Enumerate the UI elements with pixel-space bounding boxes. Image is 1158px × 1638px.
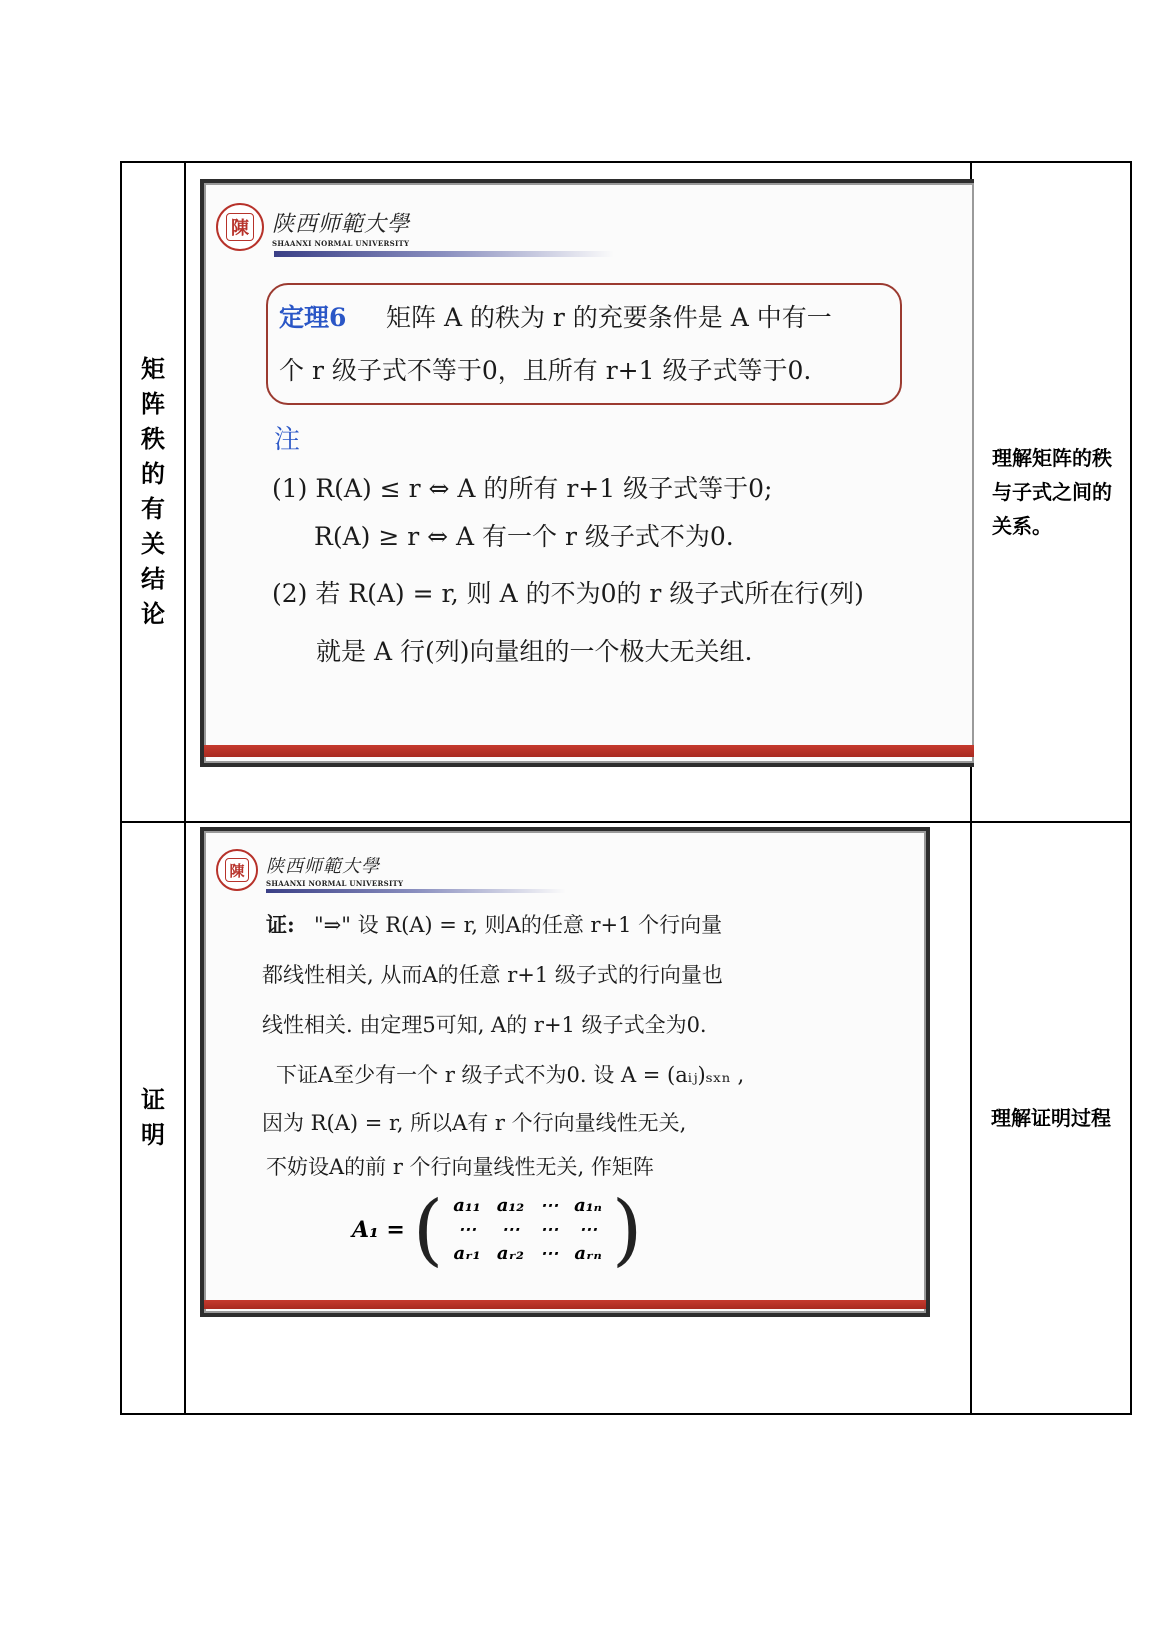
- topic-cell: [121, 822, 185, 1414]
- slide-cell: [185, 822, 971, 1414]
- slide-cell: [185, 162, 971, 822]
- matrix-entry: ⋯: [579, 1219, 598, 1240]
- logo-underline: [274, 251, 614, 257]
- logo-underline: [266, 889, 566, 893]
- topic-char: 明: [141, 1121, 165, 1149]
- topic-cell: [121, 162, 185, 822]
- topic-char: 证: [141, 1086, 165, 1114]
- goal-text: 理解矩阵的秩与子式之间的关系。: [992, 446, 1112, 538]
- logo-english-name: SHAANXI NORMAL UNIVERSITY: [266, 879, 404, 888]
- topic-char: 有: [141, 495, 165, 523]
- matrix-entry: a₁₂: [496, 1195, 525, 1216]
- proof-line-6: 不妨设A的前 r 个行向量线性无关, 作矩阵: [266, 1155, 654, 1179]
- left-paren: (: [412, 1185, 444, 1275]
- note-2-line-b: 就是 A 行(列)向量组的一个极大无关组.: [316, 637, 753, 666]
- slide-proof: [200, 827, 930, 1317]
- theorem-line-2: 个 r 级子式不等于0，且所有 r+1 级子式等于0.: [279, 356, 812, 385]
- matrix-a1: [352, 1185, 643, 1275]
- university-seal-icon: 陳: [216, 203, 264, 251]
- theorem-line-1: 矩阵 A 的秩为 r 的充要条件是 A 中有一: [386, 303, 832, 332]
- proof-line-2: 都线性相关, 从而A的任意 r+1 级子式的行向量也: [262, 963, 723, 987]
- matrix-entry: aᵣₙ: [574, 1243, 602, 1264]
- matrix-entry: ⋯: [540, 1195, 559, 1216]
- table-row: [121, 822, 1131, 1414]
- topic-char: 的: [141, 460, 165, 488]
- university-logo: [216, 849, 403, 891]
- matrix-entry: ⋯: [501, 1219, 520, 1240]
- topic-text: [122, 1083, 184, 1153]
- university-logo: [216, 203, 410, 251]
- slide-footer-bar: [204, 745, 974, 757]
- logo-chinese-name: 陕西师範大學: [272, 211, 411, 237]
- note-2-line-a: (2) 若 R(A) = r, 则 A 的不为0的 r 级子式所在行(列): [272, 579, 864, 608]
- slide-theorem: [200, 179, 974, 767]
- logo-chinese-name: 陕西师範大學: [266, 856, 380, 877]
- topic-char: 阵: [141, 390, 165, 418]
- right-paren: ): [611, 1185, 643, 1275]
- goal-text: 理解证明过程: [991, 1106, 1111, 1130]
- table-row: [121, 162, 1131, 822]
- matrix-label: A₁ =: [352, 1217, 405, 1243]
- proof-label: 证:: [266, 912, 295, 937]
- note-1-line-a: (1) R(A) ≤ r ⇔ A 的所有 r+1 级子式等于0;: [272, 474, 773, 503]
- topic-char: 秩: [141, 425, 165, 453]
- matrix-body: [445, 1194, 610, 1266]
- topic-char: 关: [141, 530, 165, 558]
- theorem-label: 定理6: [279, 303, 347, 332]
- goal-cell: [971, 822, 1131, 1414]
- university-seal-icon: 陳: [216, 849, 258, 891]
- matrix-entry: aᵣ₂: [496, 1243, 524, 1264]
- proof-line-3: 线性相关. 由定理5可知, A的 r+1 级子式全为0.: [262, 1013, 707, 1037]
- matrix-entry: a₁₁: [453, 1195, 481, 1216]
- topic-char: 结: [141, 565, 165, 593]
- content-table: [120, 161, 1132, 1415]
- proof-line-1: "⇒" 设 R(A) = r, 则A的任意 r+1 个行向量: [314, 913, 723, 937]
- goal-cell: [971, 162, 1131, 822]
- note-1-line-b: R(A) ≥ r ⇔ A 有一个 r 级子式不为0.: [314, 522, 734, 551]
- logo-english-name: SHAANXI NORMAL UNIVERSITY: [272, 238, 410, 248]
- matrix-entry: ⋯: [457, 1219, 476, 1240]
- matrix-entry: ⋯: [540, 1243, 559, 1264]
- matrix-entry: ⋯: [540, 1219, 559, 1240]
- slide-footer-bar: [204, 1300, 926, 1309]
- proof-line-4: 下证A至少有一个 r 级子式不为0. 设 A = (aᵢⱼ)ₛₓₙ ,: [276, 1063, 745, 1087]
- topic-char: 矩: [141, 355, 165, 383]
- topic-text: [122, 352, 184, 632]
- matrix-entry: a₁ₙ: [574, 1195, 602, 1216]
- matrix-entry: aᵣ₁: [453, 1243, 481, 1264]
- proof-line-5: 因为 R(A) = r, 所以A有 r 个行向量线性无关,: [262, 1111, 687, 1135]
- topic-char: 论: [141, 600, 165, 628]
- note-label: 注: [274, 425, 301, 455]
